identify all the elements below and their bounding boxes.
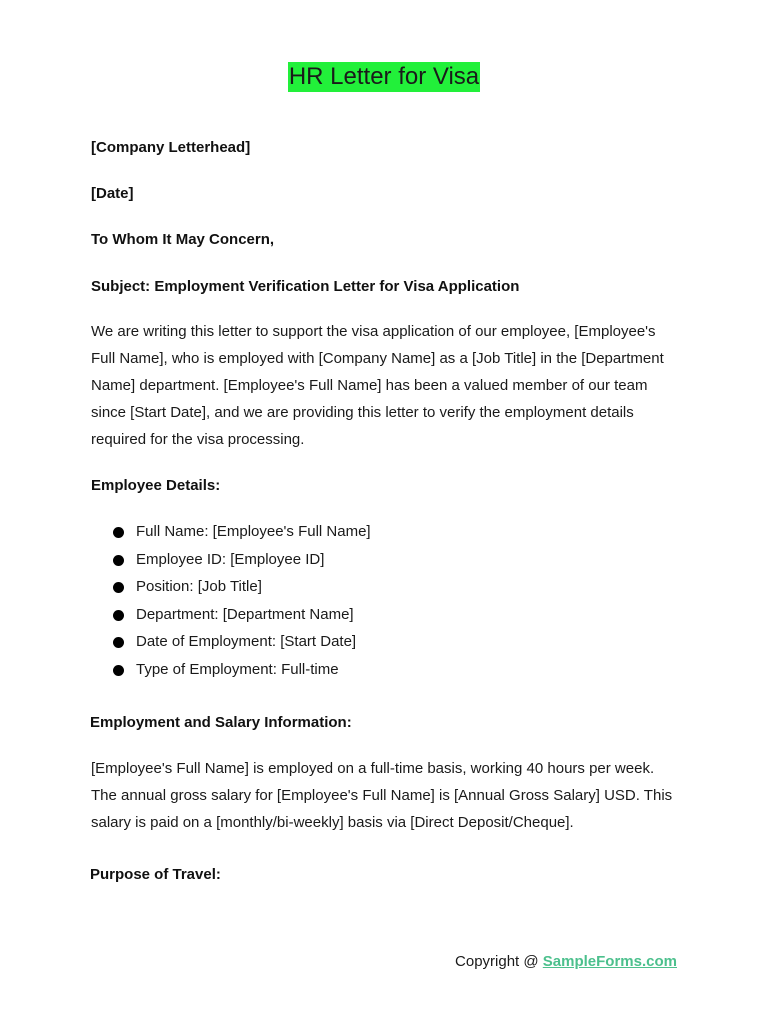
salutation: To Whom It May Concern,	[91, 231, 275, 248]
salary-paragraph	[91, 755, 683, 836]
list-item-text: Type of Employment: Full-time	[136, 660, 339, 678]
list-item-text: Department: [Department Name]	[136, 605, 354, 623]
bullet-icon	[113, 665, 124, 676]
list-item	[112, 518, 371, 546]
bullet-icon	[113, 610, 124, 621]
list-item	[112, 656, 371, 684]
list-item-text: Employee ID: [Employee ID]	[136, 550, 325, 568]
list-item-text: Position: [Job Title]	[136, 578, 262, 595]
bullet-icon	[113, 555, 124, 566]
purpose-heading: Purpose of Travel:	[90, 866, 221, 883]
copyright-text: Copyright @	[455, 953, 543, 970]
list-item	[112, 546, 371, 574]
letter-date: [Date]	[91, 185, 134, 202]
list-item-text: Date of Employment: [Start Date]	[136, 633, 357, 650]
list-item	[112, 601, 371, 629]
employee-details-heading: Employee Details:	[91, 477, 221, 494]
salary-paragraph-text: [Employee's Full Name] is employed on a full-time basis, working 40 hours per week. The annual gross salary for [Employee's Full Name] is [Annual Gross Salary] USD. This salary is paid on a [monthly/bi-weekly] basis via [Direct Deposit/Cheque].	[91, 760, 673, 831]
title-container	[0, 62, 768, 92]
bullet-icon	[113, 637, 124, 648]
list-item	[112, 573, 371, 601]
company-letterhead: [Company Letterhead]	[91, 139, 251, 156]
intro-paragraph-text: We are writing this letter to support the visa application of our employee, [Employee's Full Name], who is employed with [Company Name] as a [Job Title] in the [Department Name] department. [Employee's Full Name] has been a valued member of our team since [Start Date], and we are providing this letter to verify the employment details required for the visa processing.	[91, 323, 664, 448]
bullet-icon	[113, 527, 124, 538]
list-item	[112, 628, 371, 656]
footer-copyright	[455, 953, 677, 971]
list-item-text: Full Name: [Employee's Full Name]	[136, 523, 371, 540]
salary-heading: Employment and Salary Information:	[90, 714, 352, 731]
intro-paragraph	[91, 318, 681, 453]
bullet-icon	[113, 582, 124, 593]
subject-line: Subject: Employment Verification Letter for Visa Application	[91, 278, 520, 295]
brand-link[interactable]: SampleForms.com	[542, 953, 677, 970]
employee-details-list	[112, 518, 371, 683]
document-title: HR Letter for Visa	[288, 63, 480, 90]
